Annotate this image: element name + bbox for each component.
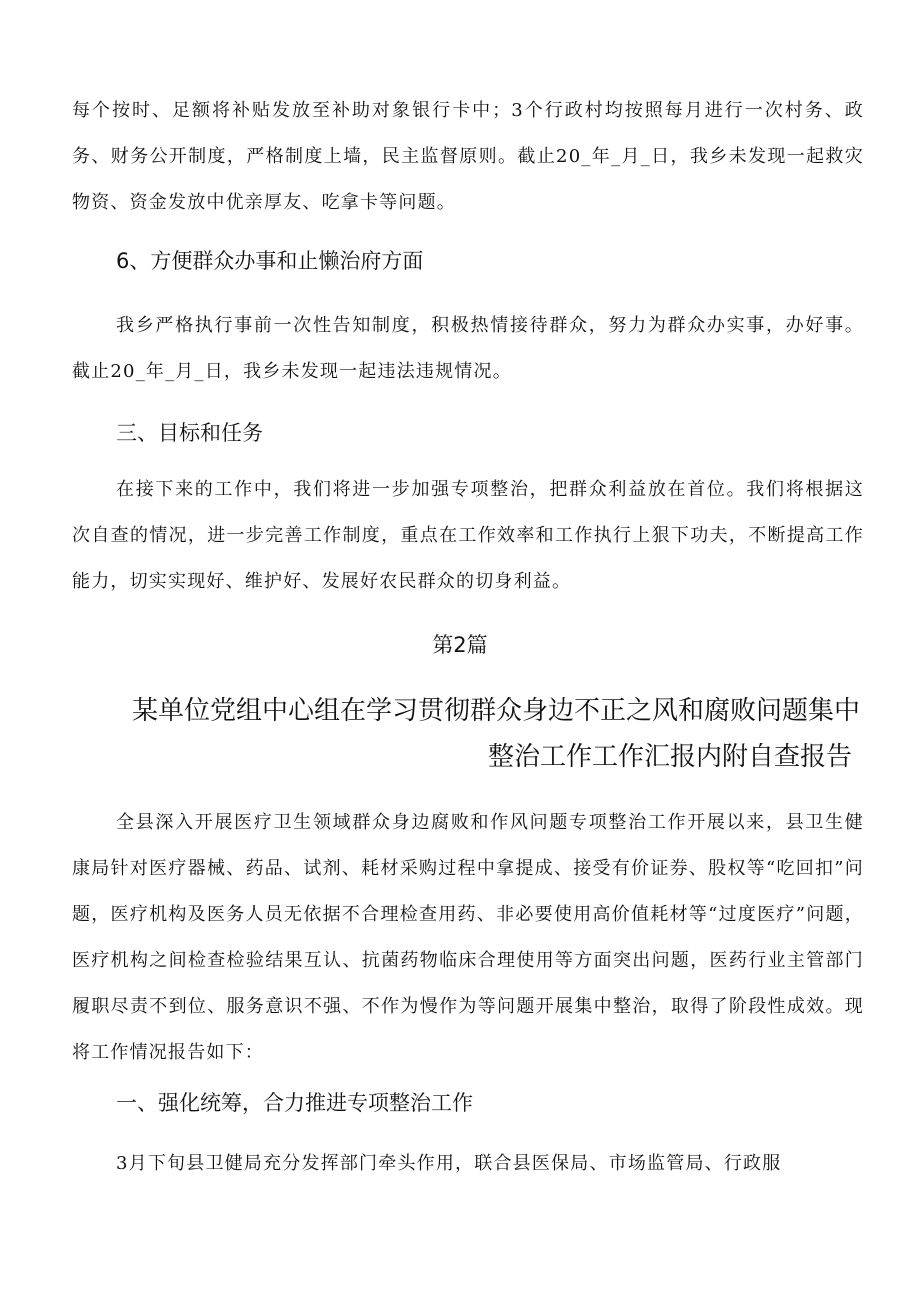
part-2-title-line-1: 某单位党组中心组在学习贯彻群众身边不正之风和腐败问题集中 — [131, 696, 860, 726]
part-2-section-1-heading: 一、强化统筹，合力推进专项整治工作 — [116, 1091, 473, 1115]
part-2-intro-paragraph: 全县深入开展医疗卫生领域群众身边腐败和作风问题专项整治工作开展以来，县卫生健康局针对医疗器械、药品、试剂、耗材采购过程中拿提成、接受有价证券、股权等“吃回扣”问题，医疗机构及医务人员无依据不合理检查用药、非必要使用高价值耗材等“过度医疗”问题，医疗机构之间检查检验结果互认、抗菌药物临床合理使用等方面突出问题，医药行业主管部门履职尽责不到位、服务意识不强、不作为慢作为等问题开展集中整治，取得了阶段性成效。现将工作情况报告如下： — [72, 812, 864, 1063]
part-2-title — [60, 688, 860, 780]
part-2-label: 第2篇 — [432, 633, 488, 657]
part-2-section-1-paragraph: 3月下旬县卫健局充分发挥部门牵头作用，联合县医保局、市场监管局、行政服 — [116, 1153, 782, 1174]
part-2-title-line-2: 整治工作工作汇报内附自查报告 — [487, 742, 852, 772]
section-3-paragraph: 在接下来的工作中，我们将进一步加强专项整治，把群众利益放在首位。我们将根据这次自查的情况，进一步完善工作制度，重点在工作效率和工作执行上狠下功夫，不断提高工作能力，切实实现好、维护好、发展好农民群众的切身利益。 — [72, 479, 864, 592]
section-3-heading: 三、目标和任务 — [116, 421, 263, 445]
section-6-paragraph: 我乡严格执行事前一次性告知制度，积极热情接待群众，努力为群众办实事，办好事。截止20_年_月_日，我乡未发现一起违法违规情况。 — [72, 315, 864, 382]
section-6-heading: 6、方便群众办事和止懒治府方面 — [116, 249, 424, 273]
continuation-paragraph: 每个按时、足额将补贴发放至补助对象银行卡中；3个行政村均按照每月进行一次村务、政务、财务公开制度，严格制度上墙，民主监督原则。截止20_年_月_日，我乡未发现一起救灾物资、资金发放中优亲厚友、吃拿卡等问题。 — [72, 100, 864, 213]
